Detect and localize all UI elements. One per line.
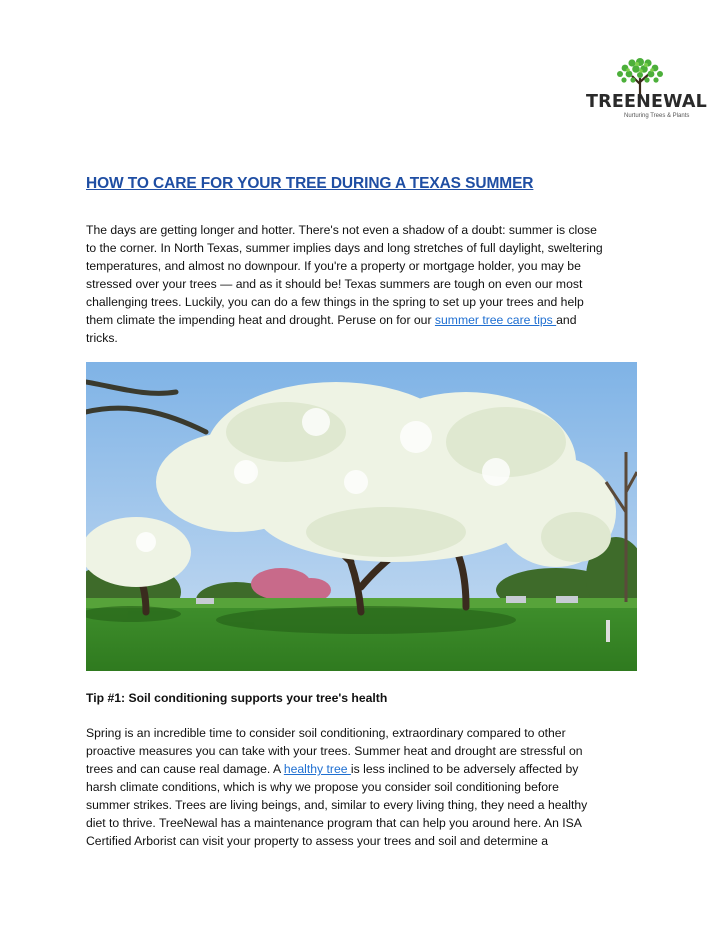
tip1-line bbox=[86, 760, 646, 778]
intro-line: to the corner. In North Texas, summer implies days and long stretches of full daylight, sweltering bbox=[86, 241, 603, 255]
logo-wordmark: TREENEWAL bbox=[586, 92, 707, 112]
tip1-line: summer strikes. Trees are living beings, and, similar to every living thing, they need a healthy bbox=[86, 798, 588, 812]
logo-tagline: Nurturing Trees & Plants bbox=[624, 113, 690, 119]
tip1-text: trees and can cause real damage. A bbox=[86, 762, 284, 776]
intro-text: them climate the impending heat and drought. Peruse on for our bbox=[86, 313, 435, 327]
intro-line: stressed over your trees — and as it should be! Texas summers are tough on even our most bbox=[86, 277, 583, 291]
tip1-line: diet to thrive. TreeNewal has a maintenance program that can help you around here. An ISA bbox=[86, 816, 582, 830]
tip1-line: proactive measures you can take with your trees. Summer heat and drought are stressful on bbox=[86, 744, 583, 758]
intro-line: tricks. bbox=[86, 331, 118, 345]
intro-text: and bbox=[556, 313, 577, 327]
tip1-paragraph bbox=[86, 724, 646, 850]
intro-paragraph bbox=[86, 221, 646, 347]
intro-line: challenging trees. Luckily, you can do a few things in the spring to set up your trees and help bbox=[86, 295, 584, 309]
summer-tree-care-tips-link[interactable]: summer tree care tips bbox=[434, 313, 557, 327]
tree-logo-icon bbox=[608, 56, 672, 96]
treenewal-logo bbox=[582, 56, 707, 148]
flowering-trees-photo bbox=[86, 362, 637, 671]
article-title: HOW TO CARE FOR YOUR TREE DURING A TEXAS SUMMER bbox=[86, 175, 534, 192]
intro-line: The days are getting longer and hotter. There's not even a shadow of a doubt: summer is close bbox=[86, 223, 597, 237]
tip1-line: Certified Arborist can visit your property to assess your trees and soil and determine a bbox=[86, 834, 548, 848]
tip1-line: harsh climate conditions, which is why we propose you consider soil conditioning before bbox=[86, 780, 559, 794]
tip1-text: is less inclined to be adversely affected by bbox=[350, 762, 579, 776]
intro-line bbox=[86, 311, 646, 329]
tip1-heading: Tip #1: Soil conditioning supports your tree's health bbox=[86, 691, 388, 705]
healthy-tree-link[interactable]: healthy tree bbox=[283, 762, 351, 776]
tip1-line: Spring is an incredible time to consider soil conditioning, extraordinary compared to other bbox=[86, 726, 566, 740]
intro-line: temperatures, and almost no downpour. If you're a property or mortgage holder, you may be bbox=[86, 259, 581, 273]
